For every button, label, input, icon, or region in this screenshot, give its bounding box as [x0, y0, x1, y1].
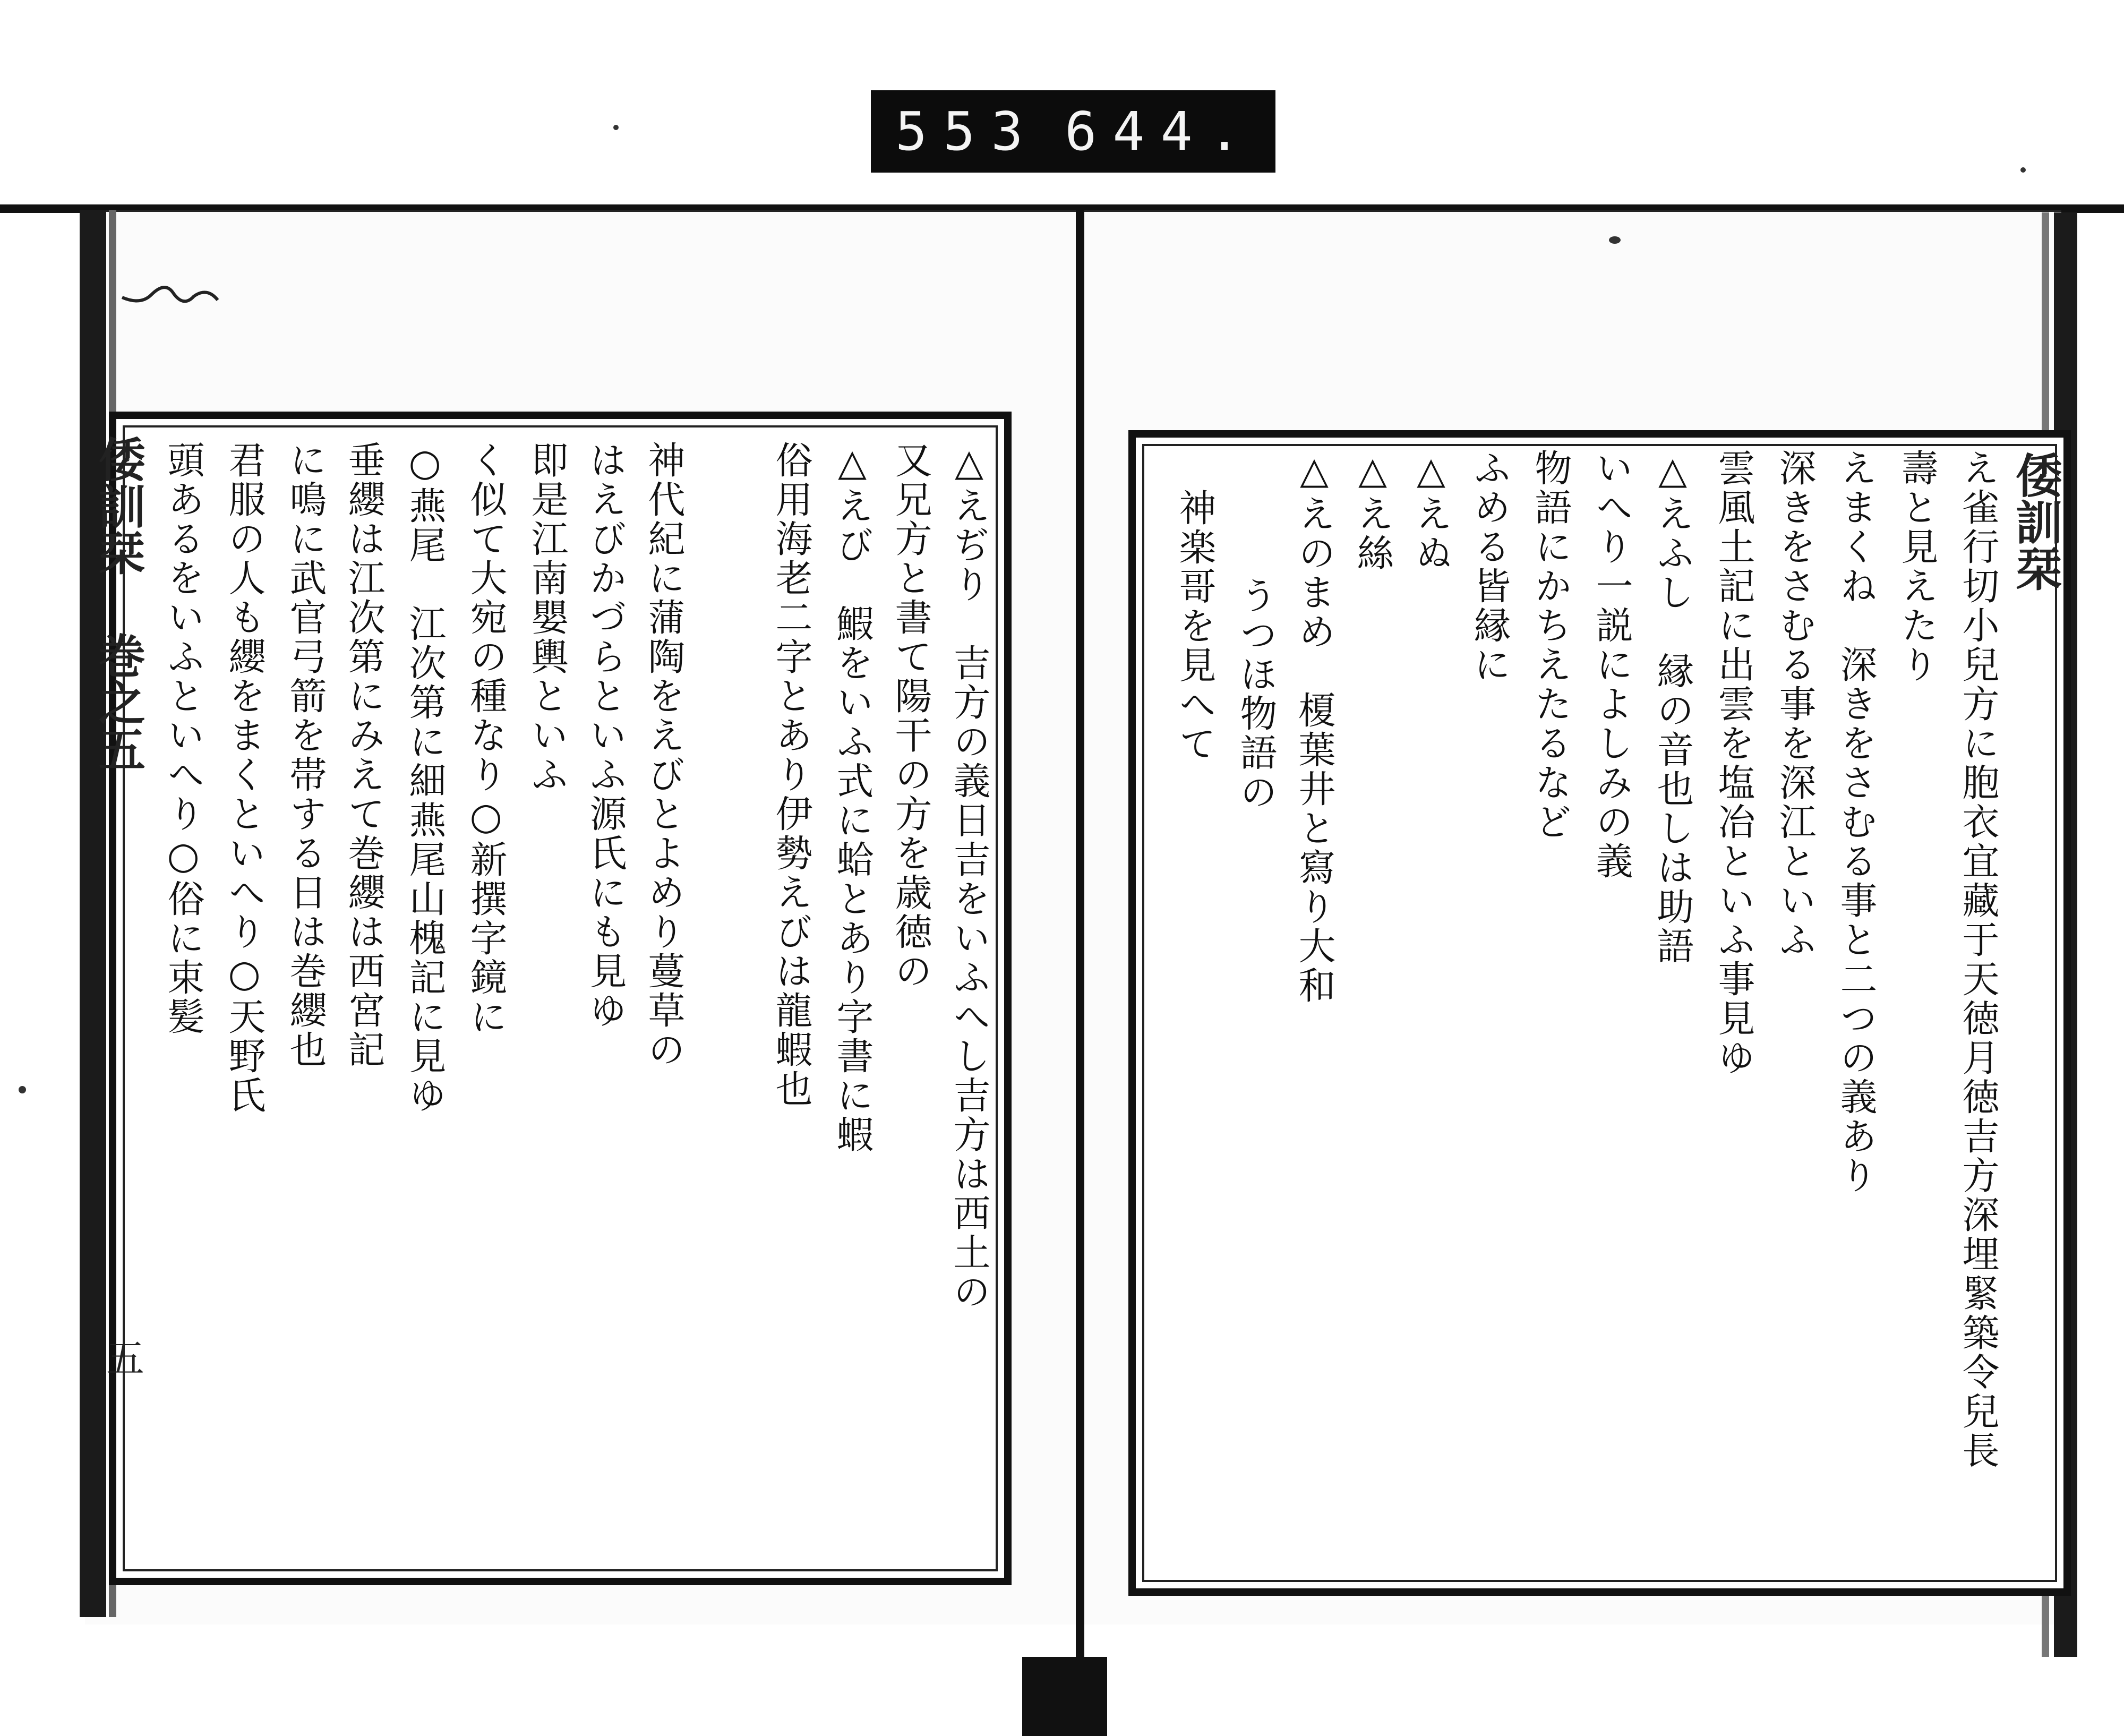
catalog-number-left: 553	[895, 100, 1039, 163]
right-text-column: △え絲	[1351, 449, 1394, 573]
left-text-column: 即是江南嬰輿といふ	[525, 441, 569, 794]
left-text-column: 君服の人も纓をまくといへり○天野氏	[222, 441, 266, 1115]
ink-smudge	[119, 276, 247, 340]
left-text-column: 頭あるをいふといへり○俗に束髪	[161, 441, 205, 1037]
left-text-column: 垂纓は江次第にみえて巻纓は西宮記	[342, 441, 386, 1070]
right-running-head: 倭訓栞	[2008, 451, 2063, 592]
left-text-column: ○燕尾 江次第に細燕尾山槐記に見ゆ	[403, 441, 447, 1115]
right-text-column: 雲風土記に出雲を塩冶といふ事見ゆ	[1712, 449, 1755, 1077]
right-text-column: △えぬ	[1409, 449, 1453, 573]
book-spine	[1076, 207, 1084, 1673]
left-text-column: 神代紀に蒲陶をえびとよめり蔓草の	[642, 441, 686, 1070]
left-text-column: 又兄方と書て陽干の方を歳徳の	[889, 441, 932, 991]
right-text-column: △えのまめ 榎葉井と寫り大和	[1292, 449, 1336, 1005]
right-text-column: え雀行切小兒方に胞衣宜藏于天徳月徳吉方深埋緊築令兒長	[1956, 449, 2000, 1470]
left-folio: 五	[100, 1338, 144, 1376]
left-text-column: く似て大宛の種なり○新撰字鏡に	[464, 441, 508, 1037]
spine-foot	[1022, 1657, 1107, 1736]
right-text-column: うつほ物語の	[1234, 576, 1278, 812]
speck	[613, 125, 619, 130]
right-text-column: 壽と見えたり	[1895, 449, 1939, 685]
catalog-label	[871, 90, 1275, 173]
right-text-column: △えふし 縁の音也しは助語	[1651, 449, 1694, 966]
left-page-edge	[80, 210, 106, 1617]
right-text-column: 深きをさむる事を深江といふ	[1773, 449, 1817, 960]
speck	[2020, 167, 2026, 173]
left-text-column: △えび 鰕をいふ式に蛤とあり字書に蝦	[830, 441, 874, 1155]
catalog-number-right: 644.	[1065, 100, 1256, 163]
left-text-column: △えぢり 吉方の義日吉をいふへし吉方は西土の	[947, 441, 991, 1312]
right-text-column: ふめる皆縁に	[1468, 449, 1511, 685]
speck	[1609, 236, 1621, 244]
left-section-title: 巻之五	[91, 632, 147, 772]
right-text-column: 物語にかちえたるなど	[1529, 449, 1572, 842]
left-running-head: 倭訓栞	[91, 435, 147, 576]
right-text-column: えまくね 深きをさむる事と二つの義あり	[1834, 449, 1878, 1195]
left-text-column: はえびかづらといふ源氏にも見ゆ	[584, 441, 627, 1030]
right-text-column: 神楽哥を見へて	[1173, 489, 1217, 764]
left-text-column: に鳴に武官弓箭を帯する日は巻纓也	[284, 441, 327, 1070]
right-text-column: いへり一説によしみの義	[1590, 449, 1633, 881]
speck	[19, 1086, 26, 1093]
left-text-column: 俗用海老二字とあり伊勢えびは龍蝦也	[769, 441, 813, 1109]
